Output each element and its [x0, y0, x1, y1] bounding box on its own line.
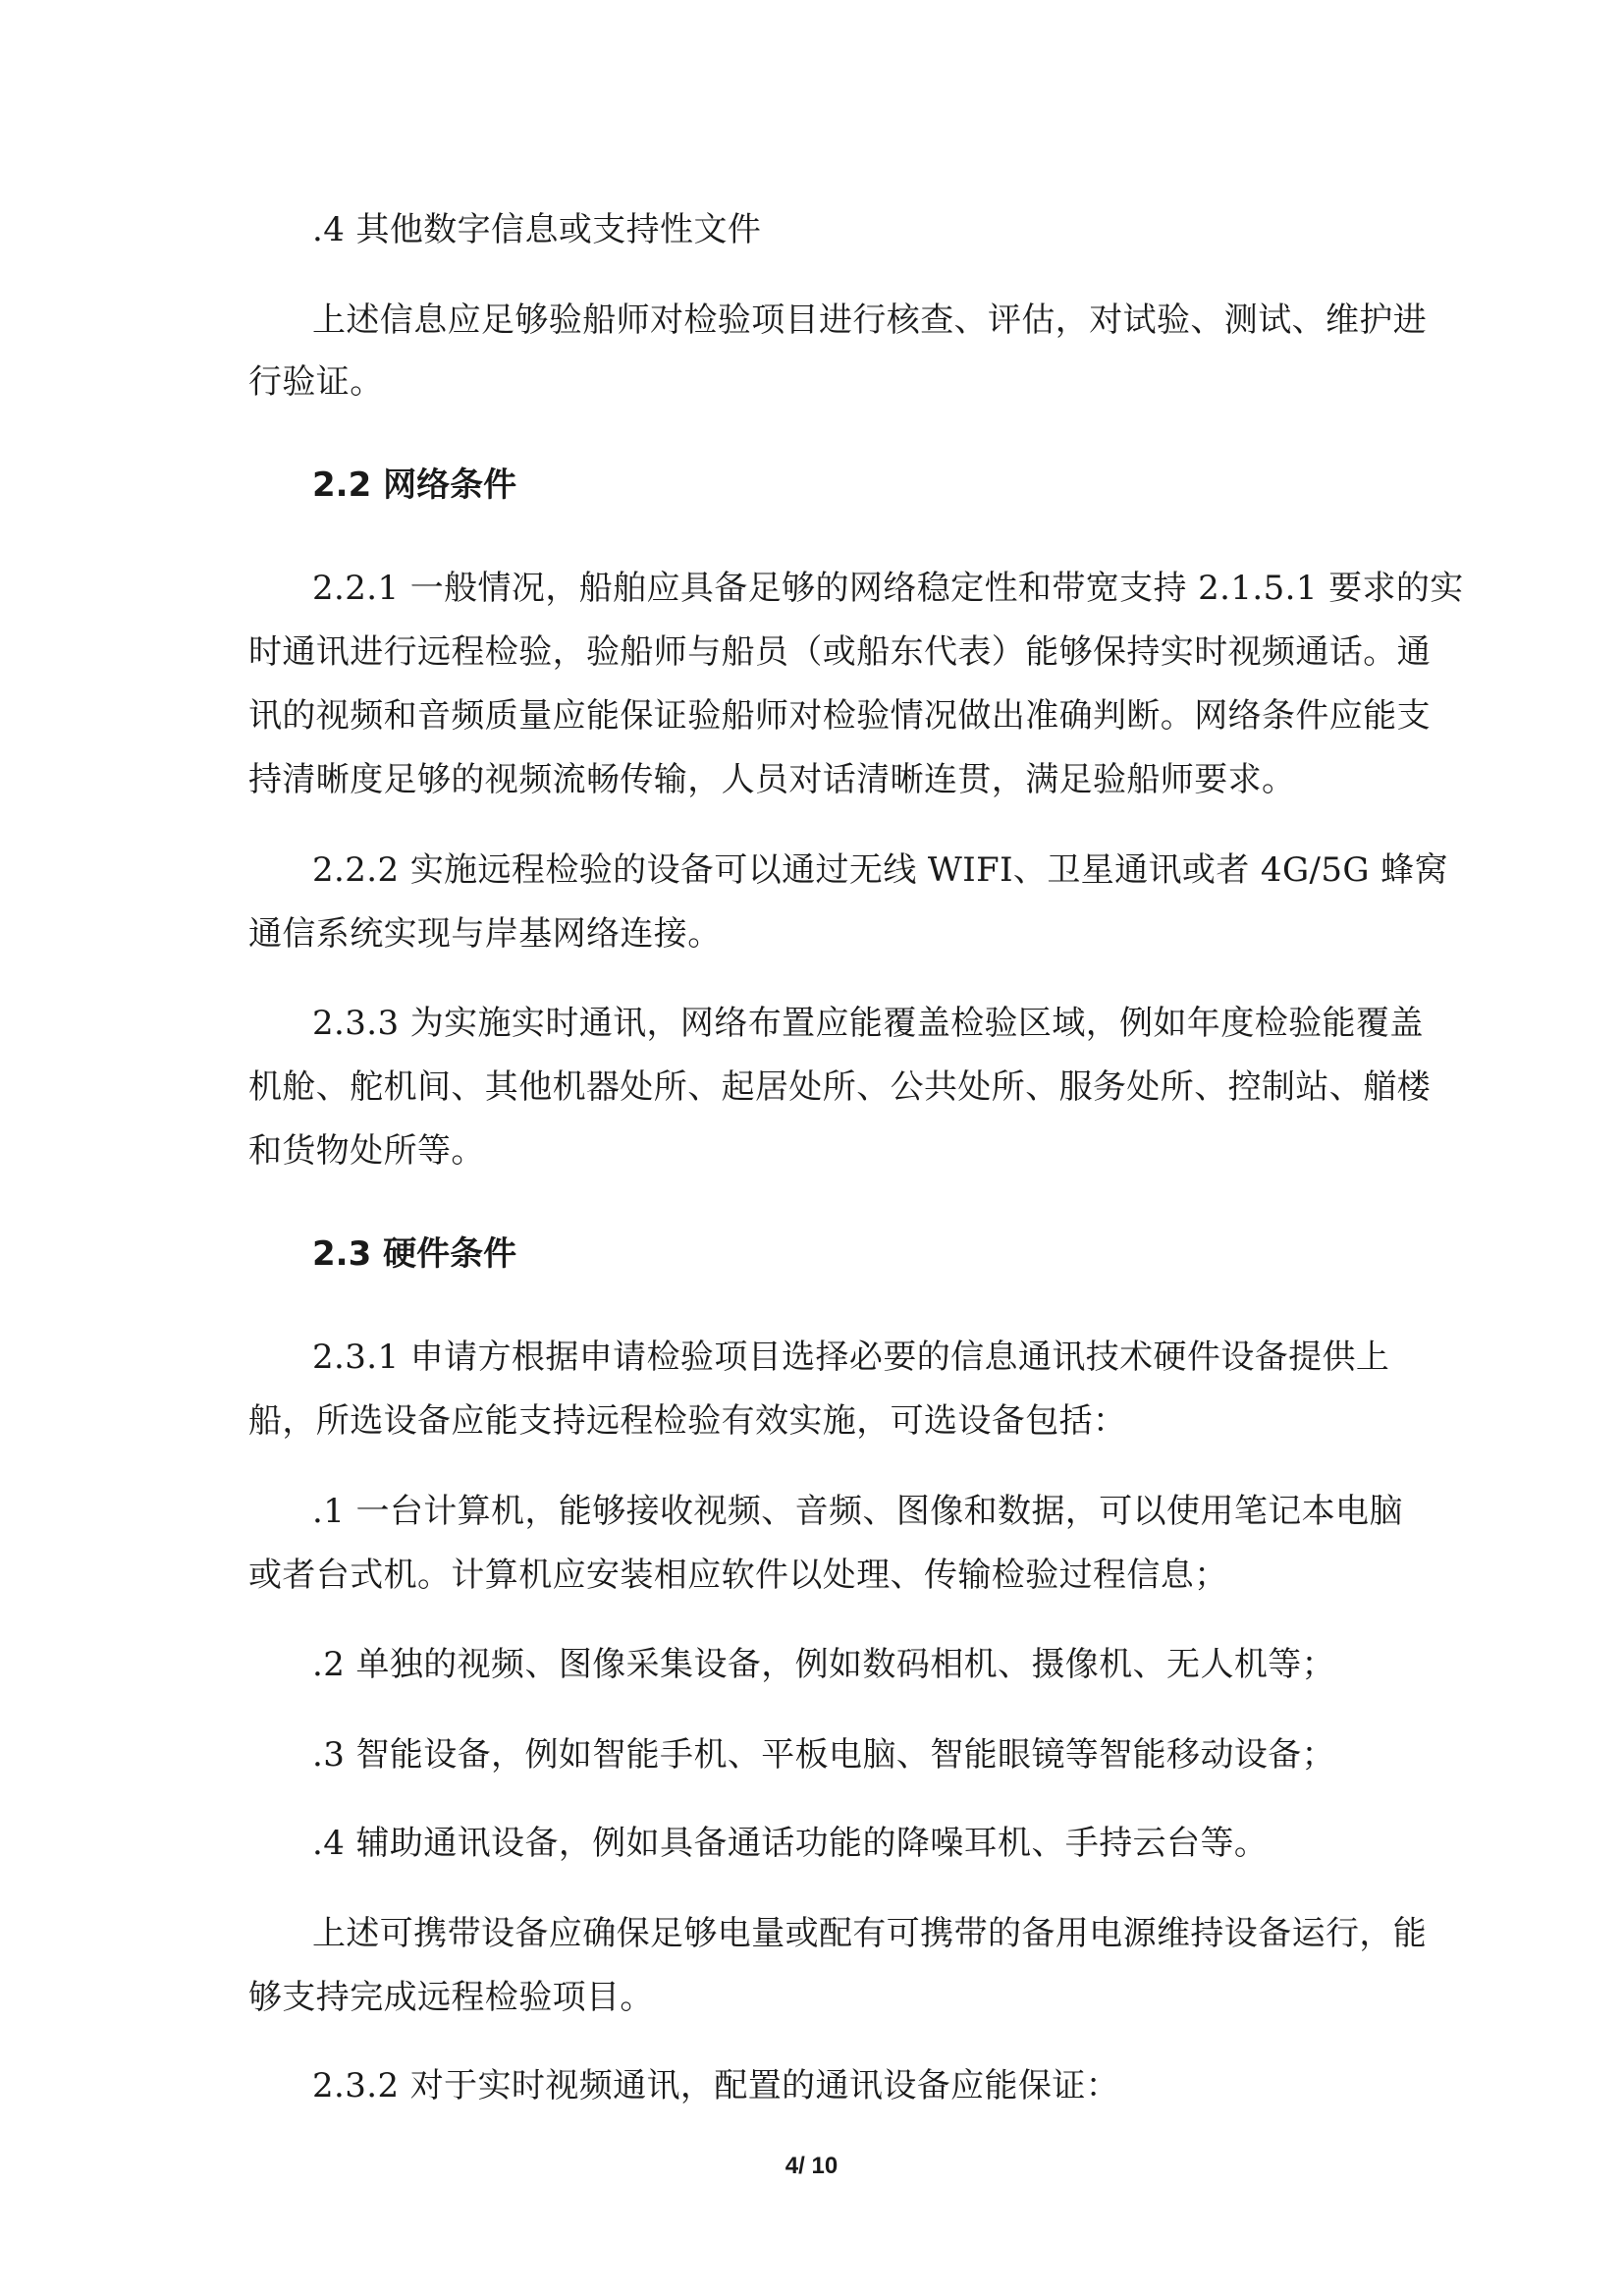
page-number: 4/ 10 — [784, 2153, 839, 2179]
paragraph-2-3-3-line-1: 2.3.3 为实施实时通讯，网络布置应能覆盖检验区域，例如年度检验能覆盖 — [312, 1004, 1424, 1043]
paragraph-portable-line-1: 上述可携带设备应确保足够电量或配有可携带的备用电源维持设备运行，能 — [312, 1914, 1428, 1953]
paragraph-info-sufficient-line-2: 行验证。 — [248, 362, 384, 402]
list-item-1-line-2: 或者台式机。计算机应安装相应软件以处理、传输检验过程信息； — [248, 1556, 1228, 1595]
paragraph-2-2-1-line-1: 2.2.1 一般情况，船舶应具备足够的网络稳定性和带宽支持 2.1.5.1 要求的实 — [312, 569, 1464, 608]
paragraph-2-2-1-line-4: 持清晰度足够的视频流畅传输，人员对话清晰连贯，满足验船师要求。 — [248, 760, 1296, 799]
paragraph-2-3-1-line-1: 2.3.1 申请方根据申请检验项目选择必要的信息通讯技术硬件设备提供上 — [312, 1338, 1390, 1377]
list-item-2: .2 单独的视频、图像采集设备，例如数码相机、摄像机、无人机等； — [312, 1645, 1336, 1684]
paragraph-2-2-2-line-1: 2.2.2 实施远程检验的设备可以通过无线 WIFI、卫星通讯或者 4G/5G 蜂窝 — [312, 850, 1448, 890]
list-item-1-line-1: .1 一台计算机，能够接收视频、音频、图像和数据，可以使用笔记本电脑 — [312, 1492, 1403, 1531]
paragraph-2-3-1-line-2: 船，所选设备应能支持远程检验有效实施，可选设备包括： — [248, 1401, 1127, 1441]
paragraph-2-3-3-line-3: 和货物处所等。 — [248, 1131, 485, 1171]
paragraph-2-3-2: 2.3.2 对于实时视频通讯，配置的通讯设备应能保证： — [312, 2066, 1120, 2105]
section-heading-2-2: 2.2 网络条件 — [312, 465, 517, 505]
paragraph-2-3-3-line-2: 机舱、舵机间、其他机器处所、起居处所、公共处所、服务处所、控制站、艏楼 — [248, 1067, 1431, 1107]
paragraph-portable-line-2: 够支持完成远程检验项目。 — [248, 1978, 654, 2017]
paragraph-2-2-1-line-3: 讯的视频和音频质量应能保证验船师对检验情况做出准确判断。网络条件应能支 — [248, 696, 1431, 736]
section-heading-2-3: 2.3 硬件条件 — [312, 1234, 517, 1274]
paragraph-info-sufficient-line-1: 上述信息应足够验船师对检验项目进行核查、评估，对试验、测试、维护进 — [312, 301, 1428, 340]
paragraph-2-2-2-line-2: 通信系统实现与岸基网络连接。 — [248, 914, 722, 954]
list-item-4: .4 辅助通讯设备，例如具备通话功能的降噪耳机、手持云台等。 — [312, 1824, 1269, 1863]
list-item-4-other: .4 其他数字信息或支持性文件 — [312, 210, 762, 249]
list-item-3: .3 智能设备，例如智能手机、平板电脑、智能眼镜等智能移动设备； — [312, 1735, 1336, 1775]
paragraph-2-2-1-line-2: 时通讯进行远程检验，验船师与船员（或船东代表）能够保持实时视频通话。通 — [248, 632, 1431, 672]
